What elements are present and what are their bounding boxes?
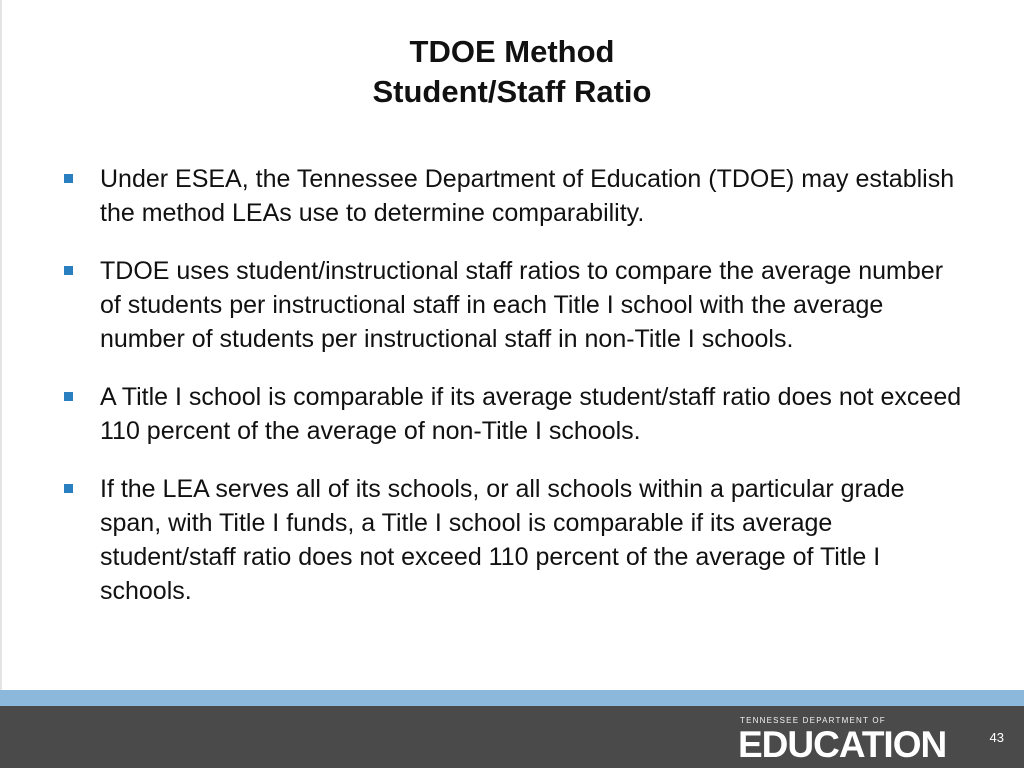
square-bullet-icon xyxy=(64,174,73,183)
square-bullet-icon xyxy=(64,266,73,275)
bullet-item xyxy=(62,472,962,608)
bullet-text: TDOE uses student/instructional staff ratios to compare the average number of students per instructional staff in each Title I school with the average number of students per instructional staff in non-Title I schools. xyxy=(100,257,944,353)
title-line-2: Student/Staff Ratio xyxy=(372,74,652,109)
bullet-text: A Title I school is comparable if its average student/staff ratio does not exceed 110 percent of the average of non-Title I schools. xyxy=(100,383,962,445)
tdoe-logo xyxy=(738,716,968,764)
bullet-text: If the LEA serves all of its schools, or all schools within a particular grade span, with Title I funds, a Title I school is comparable if its average student/staff ratio does not exceed 110 percent of the average of Title I schools. xyxy=(100,475,905,605)
bullet-list xyxy=(62,162,962,632)
page-number: 43 xyxy=(989,730,1004,745)
square-bullet-icon xyxy=(64,484,73,493)
bullet-text: Under ESEA, the Tennessee Department of Education (TDOE) may establish the method LEAs use to determine comparability. xyxy=(100,165,955,227)
title-line-1: TDOE Method xyxy=(409,34,615,69)
slide-title xyxy=(0,32,1024,112)
square-bullet-icon xyxy=(64,392,73,401)
logo-wordmark: EDUCATION xyxy=(738,724,947,765)
bullet-item xyxy=(62,254,962,356)
footer-stripe xyxy=(0,690,1024,706)
logo-subtitle: TENNESSEE DEPARTMENT OF xyxy=(740,716,886,725)
bullet-item xyxy=(62,380,962,448)
bullet-item xyxy=(62,162,962,230)
